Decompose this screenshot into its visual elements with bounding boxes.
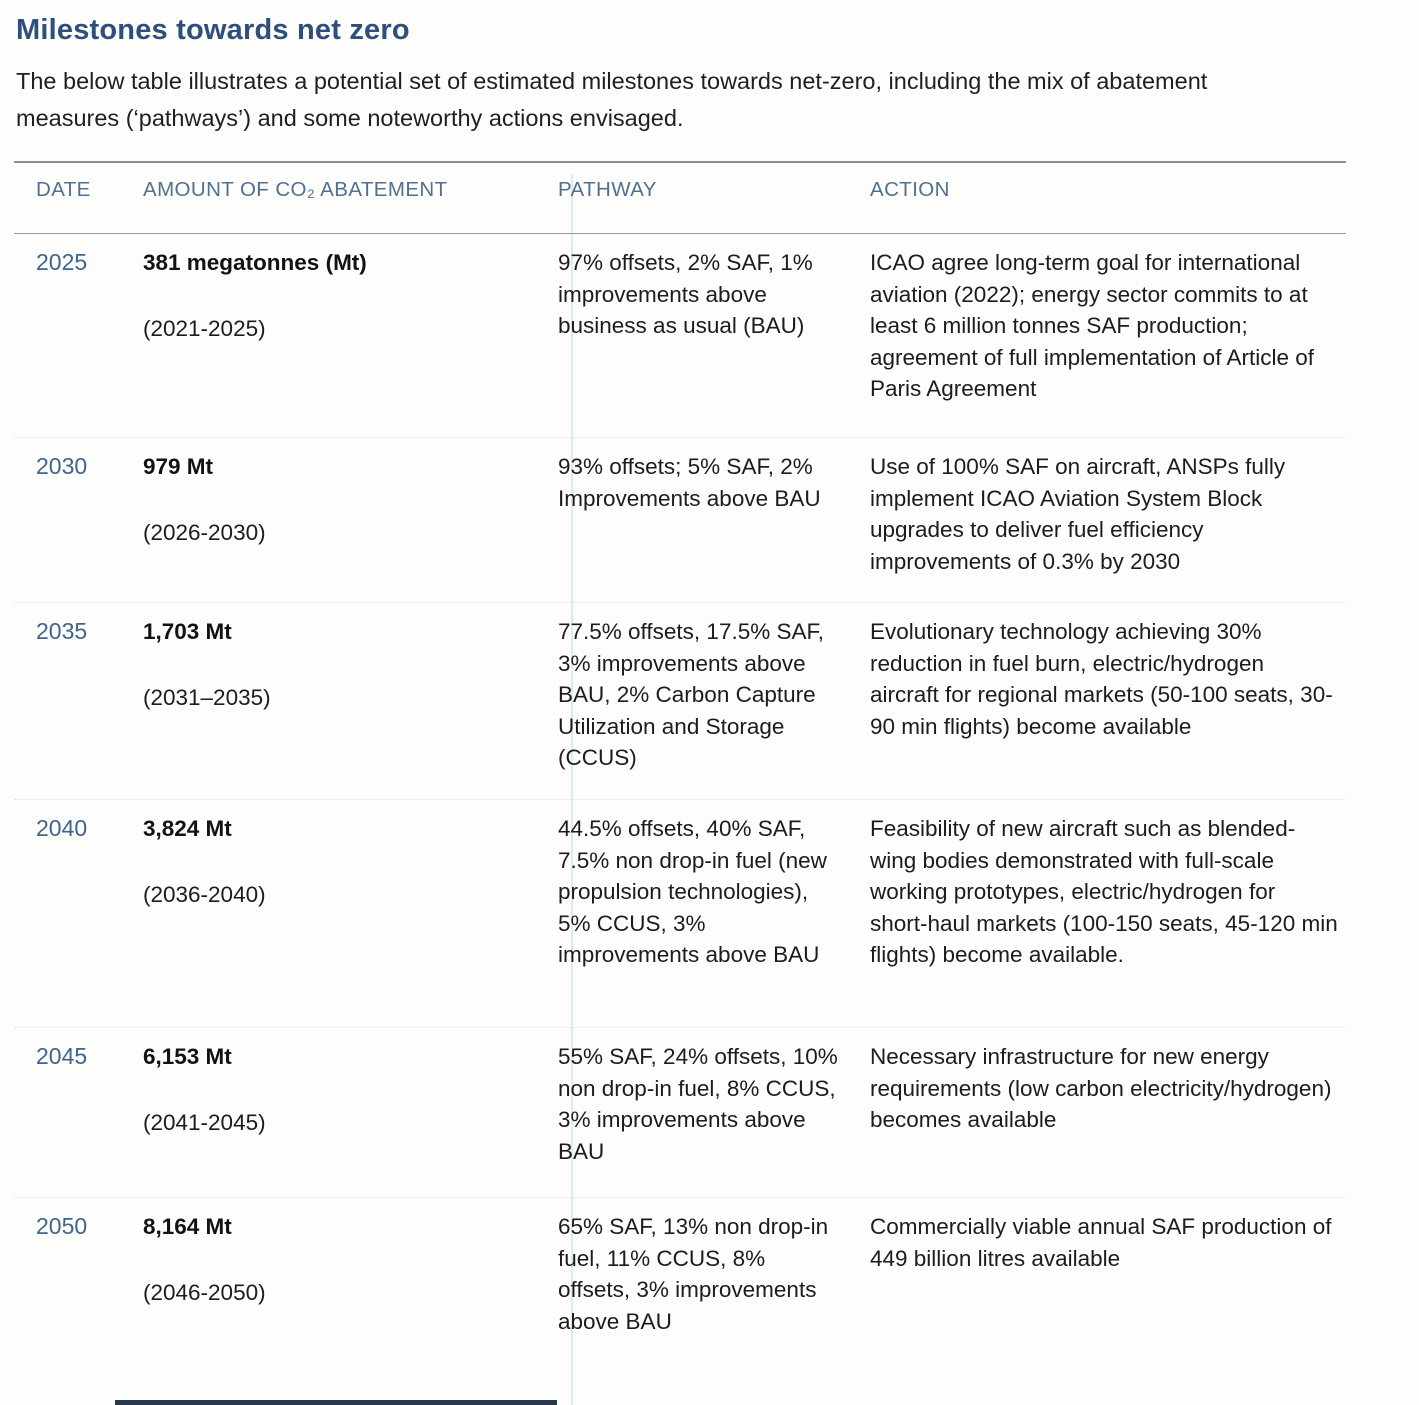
table-row — [14, 1197, 1346, 1383]
document-page — [0, 14, 1419, 1405]
abatement-period: (2041-2045) — [143, 1109, 266, 1135]
amount-cell — [143, 1041, 558, 1197]
abatement-amount: 979 Mt — [143, 454, 214, 479]
date-cell: 2030 — [36, 453, 88, 479]
abatement-period: (2026-2030) — [143, 519, 266, 545]
table-body — [14, 234, 1346, 1383]
milestones-table — [14, 161, 1346, 1383]
abatement-period: (2046-2050) — [143, 1279, 266, 1305]
action-cell: ICAO agree long-term goal for international aviation (2022); energy sector commits to at least 6 million tonnes SAF production; agreement of full implementation of Article of Paris Agreement — [870, 250, 1314, 401]
action-cell: Evolutionary technology achieving 30% reduction in fuel burn, electric/hydrogen aircraft for regional markets (50-100 seats, 30-90 min flights) become available — [870, 619, 1333, 739]
abatement-amount: 3,824 Mt — [143, 816, 232, 841]
action-cell: Feasibility of new aircraft such as blended-wing bodies demonstrated with full-scale working prototypes, electric/hydrogen for short-haul markets (100-150 seats, 45-120 min flights) become available. — [870, 816, 1338, 967]
pathway-cell: 55% SAF, 24% offsets, 10% non drop-in fuel, 8% CCUS, 3% improvements above BAU — [558, 1044, 838, 1164]
amount-cell — [143, 247, 558, 437]
date-cell: 2050 — [36, 1213, 88, 1239]
pathway-cell: 44.5% offsets, 40% SAF, 7.5% non drop-in fuel (new propulsion technologies), 5% CCUS, 3% improvements above BAU — [558, 816, 827, 967]
date-cell: 2035 — [36, 618, 88, 644]
amount-cell — [143, 616, 558, 799]
abatement-amount: 8,164 Mt — [143, 1214, 232, 1239]
amount-cell — [143, 1211, 558, 1383]
abatement-period: (2036-2040) — [143, 881, 266, 907]
abatement-period: (2021-2025) — [143, 315, 266, 341]
table-header-row — [14, 161, 1346, 234]
action-cell: Necessary infrastructure for new energy requirements (low carbon electricity/hydrogen) becomes available — [870, 1044, 1332, 1132]
table-row — [14, 437, 1346, 602]
action-cell: Use of 100% SAF on aircraft, ANSPs fully implement ICAO Aviation System Block upgrades to deliver fuel efficiency improvements of 0.3% by 2030 — [870, 454, 1286, 574]
abatement-period: (2031–2035) — [143, 684, 271, 710]
column-header-action: ACTION — [870, 178, 950, 201]
amount-cell — [143, 813, 558, 1027]
pathway-cell: 77.5% offsets, 17.5% SAF, 3% improvements above BAU, 2% Carbon Capture Utilization and Storage (CCUS) — [558, 619, 824, 770]
action-cell: Commercially viable annual SAF production of 449 billion litres available — [870, 1214, 1332, 1271]
date-cell: 2040 — [36, 815, 88, 841]
pathway-cell: 65% SAF, 13% non drop-in fuel, 11% CCUS, 8% offsets, 3% improvements above BAU — [558, 1214, 829, 1334]
table-row — [14, 234, 1346, 437]
date-cell: 2045 — [36, 1043, 88, 1069]
abatement-amount: 381 megatonnes (Mt) — [143, 250, 367, 275]
pathway-cell: 97% offsets, 2% SAF, 1% improvements above business as usual (BAU) — [558, 250, 813, 338]
table-row — [14, 602, 1346, 799]
column-header-amount: AMOUNT OF CO₂ ABATEMENT — [143, 178, 448, 201]
intro-text: The below table illustrates a potential set of estimated milestones towards net-zero, including the mix of abatement measures (‘pathways’) and some noteworthy actions envisaged. — [16, 68, 1208, 131]
column-header-date: DATE — [36, 178, 91, 201]
abatement-amount: 1,703 Mt — [143, 619, 232, 644]
date-cell: 2025 — [36, 249, 88, 275]
page-title: Milestones towards net zero — [16, 14, 410, 46]
abatement-amount: 6,153 Mt — [143, 1044, 232, 1069]
column-header-pathway: PATHWAY — [558, 178, 657, 201]
page-bottom-edge — [115, 1400, 557, 1405]
amount-cell — [143, 451, 558, 602]
table-row — [14, 1027, 1346, 1197]
pathway-cell: 93% offsets; 5% SAF, 2% Improvements above BAU — [558, 454, 821, 511]
table-row — [14, 799, 1346, 1027]
